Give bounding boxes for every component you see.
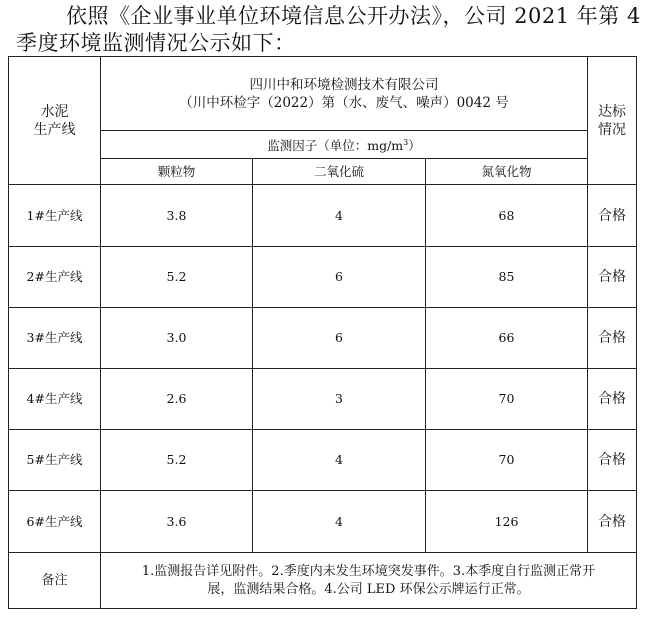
- particulate-value: 5.2: [101, 430, 253, 491]
- particulate-value: 3.6: [101, 491, 253, 553]
- nox-value: 70: [426, 369, 588, 430]
- status-header-line-1: 达标: [598, 103, 626, 120]
- column-header-so2: 二氧化硫: [253, 159, 426, 185]
- line-name: 4#生产线: [9, 369, 101, 430]
- so2-value: 4: [253, 185, 426, 247]
- nox-value: 85: [426, 247, 588, 308]
- particulate-value: 3.0: [101, 308, 253, 369]
- table-row: [9, 430, 637, 491]
- line-name: 6#生产线: [9, 491, 101, 553]
- note-text: [101, 553, 637, 609]
- so2-value: 6: [253, 308, 426, 369]
- table-row: [9, 491, 637, 553]
- agency-name: 四川中和环境检测技术有限公司: [249, 76, 439, 93]
- status-value: 合格: [588, 430, 637, 491]
- agency-cell: [101, 57, 588, 131]
- nox-value: 68: [426, 185, 588, 247]
- note-label: 备注: [9, 553, 101, 609]
- line-name: 3#生产线: [9, 308, 101, 369]
- nox-value: 66: [426, 308, 588, 369]
- nox-value: 70: [426, 430, 588, 491]
- status-value: 合格: [588, 308, 637, 369]
- particulate-value: 2.6: [101, 369, 253, 430]
- intro-line-2: 季度环境监测情况公示如下：: [16, 31, 296, 55]
- table-row: [9, 247, 637, 308]
- table-row: [9, 369, 637, 430]
- report-number: （川中环检字（2022）第（水、废气、噪声）0042 号: [179, 94, 509, 111]
- row-header-line-1: 水泥: [40, 103, 69, 120]
- particulate-value: 3.8: [101, 185, 253, 247]
- table-row: [9, 308, 637, 369]
- row-header-cell: [9, 57, 101, 185]
- status-header-cell: [588, 57, 637, 185]
- status-value: 合格: [588, 491, 637, 553]
- table-row: [9, 185, 637, 247]
- note-row: [9, 553, 637, 609]
- column-header-nox: 氮氧化物: [426, 159, 588, 185]
- column-header-particulate: 颗粒物: [101, 159, 253, 185]
- nox-value: 126: [426, 491, 588, 553]
- so2-value: 3: [253, 369, 426, 430]
- status-value: 合格: [588, 369, 637, 430]
- monitoring-table: [8, 56, 637, 609]
- factor-header: 监测因子（单位：$mg/m^3$）: [101, 131, 588, 159]
- note-line-1: 1.监测报告详见附件。2.季度内未发生环境突发事件。3.本季度自行监测正常开: [141, 563, 596, 579]
- note-line-2: 展，监测结果合格。4.公司 LED 环保公示牌运行正常。: [207, 581, 530, 597]
- line-name: 5#生产线: [9, 430, 101, 491]
- status-header-line-2: 情况: [598, 121, 626, 138]
- line-name: 2#生产线: [9, 247, 101, 308]
- line-name: 1#生产线: [9, 185, 101, 247]
- status-value: 合格: [588, 185, 637, 247]
- particulate-value: 5.2: [101, 247, 253, 308]
- status-value: 合格: [588, 247, 637, 308]
- so2-value: 4: [253, 430, 426, 491]
- so2-value: 6: [253, 247, 426, 308]
- row-header-line-2: 生产线: [33, 121, 76, 138]
- so2-value: 4: [253, 491, 426, 553]
- intro-line-1: 依照《企业事业单位环境信息公开办法》，公司 2021 年第 4: [66, 4, 641, 28]
